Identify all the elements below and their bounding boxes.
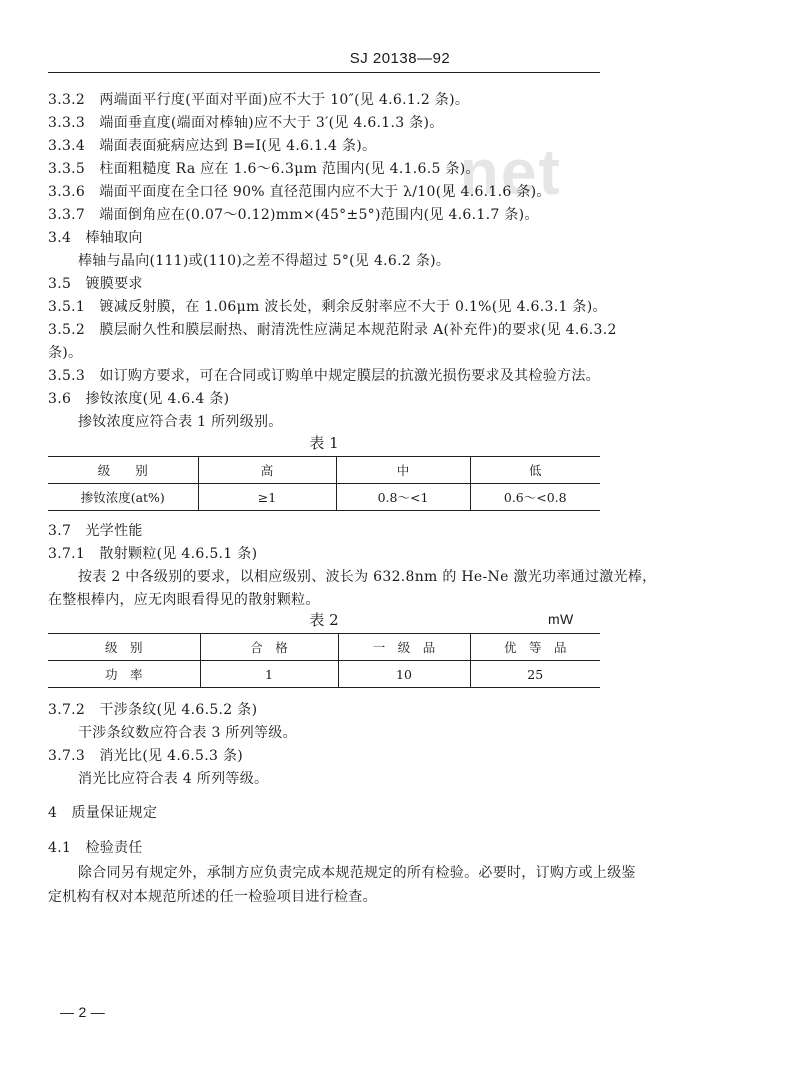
- clause-3-7-1-text-cont: 在整根棒内，应无肉眼看得见的散射颗粒。: [48, 592, 320, 608]
- clause-3-5-2-cont: 条)。: [48, 345, 83, 361]
- section-4-1-heading: 4.1 检验责任: [48, 840, 143, 856]
- section-3-4-heading: 3.4 棒轴取向: [48, 230, 143, 246]
- table-2-cell: 25: [470, 661, 600, 688]
- section-3-5-heading: 3.5 镀膜要求: [48, 276, 143, 292]
- table-1-cell: 0.6～<0.8: [470, 484, 600, 511]
- table-2-caption: 表 2: [309, 611, 339, 629]
- clause-3-3-4: 3.3.4 端面表面疵病应达到 B=Ⅰ(见 4.6.1.4 条)。: [48, 138, 377, 154]
- clause-3-6-text: 掺钕浓度应符合表 1 所列级别。: [78, 414, 283, 430]
- table-2-header-row: [48, 634, 600, 661]
- clause-3-5-1: 3.5.1 镀减反射膜，在 1.06μm 波长处，剩余反射率应不大于 0.1%(见 4.6.3.1 条)。: [48, 299, 607, 315]
- document-code: SJ 20138—92: [349, 50, 451, 67]
- table-1-cell: 0.8～<1: [336, 484, 470, 511]
- section-3-7-heading: 3.7 光学性能: [48, 523, 143, 539]
- clause-3-3-3: 3.3.3 端面垂直度(端面对棒轴)应不大于 3′(见 4.6.1.3 条)。: [48, 115, 444, 131]
- clause-3-3-5: 3.3.5 柱面粗糙度 Ra 应在 1.6～6.3μm 范围内(见 4.1.6.5 条)。: [48, 161, 480, 177]
- page-number: — 2 —: [60, 1004, 106, 1020]
- table-1-caption: 表 1: [309, 434, 339, 452]
- table-2-cell: 10: [338, 661, 470, 688]
- clause-3-3-7: 3.3.7 端面倒角应在(0.07～0.12)mm×(45°±5°)范围内(见 4.6.1.7 条)。: [48, 207, 539, 223]
- clause-3-7-1-text: 按表 2 中各级别的要求，以相应级别、波长为 632.8nm 的 He-Ne 激光功率通过激光棒，: [78, 569, 657, 585]
- clause-4-1-text: 除合同另有规定外，承制方应负责完成本规范规定的所有检验。必要时，订购方或上级鉴: [78, 865, 636, 881]
- clause-3-4-text: 棒轴与晶向(111)或(110)之差不得超过 5°(见 4.6.2 条)。: [78, 253, 451, 269]
- table-1-header: 低: [470, 457, 600, 484]
- clause-3-5-2: 3.5.2 膜层耐久性和膜层耐热、耐清洗性应满足本规范附录 A(补充件)的要求(见 4.6.3.2: [48, 322, 617, 338]
- table-2-cell: 功 率: [48, 661, 200, 688]
- header-rule: [48, 72, 600, 73]
- table-2-header: 一 级 品: [338, 634, 470, 661]
- clause-4-1-text-cont: 定机构有权对本规范所述的任一检验项目进行检查。: [48, 889, 377, 905]
- section-3-6-heading: 3.6 掺钕浓度(见 4.6.4 条): [48, 391, 230, 407]
- table-2-cell: 1: [200, 661, 338, 688]
- table-2: [48, 633, 600, 688]
- table-1: [48, 456, 600, 511]
- clause-3-3-6: 3.3.6 端面平面度在全口径 90% 直径范围内应不大于 λ/10(见 4.6.1.6 条)。: [48, 184, 551, 200]
- section-4-heading: 4 质量保证规定: [48, 805, 158, 821]
- clause-3-7-3: 3.7.3 消光比(见 4.6.5.3 条): [48, 748, 244, 764]
- clause-3-3-2: 3.3.2 两端面平行度(平面对平面)应不大于 10″(见 4.6.1.2 条)。: [48, 92, 470, 108]
- clause-3-7-2: 3.7.2 干涉条纹(见 4.6.5.2 条): [48, 702, 258, 718]
- table-1-header: 中: [336, 457, 470, 484]
- table-2-header: 优 等 品: [470, 634, 600, 661]
- watermark: .net: [440, 136, 562, 208]
- table-1-header-row: [48, 457, 600, 484]
- table-2-row: [48, 661, 600, 688]
- table-1-header: 高: [198, 457, 336, 484]
- clause-3-7-2-text: 干涉条纹数应符合表 3 所列等级。: [78, 725, 297, 741]
- table-1-cell: ≥1: [198, 484, 336, 511]
- table-1-cell: 掺钕浓度(at%): [48, 484, 198, 511]
- table-1-header: 级 别: [48, 457, 198, 484]
- table-2-unit: mW: [548, 611, 574, 627]
- table-1-row: [48, 484, 600, 511]
- clause-3-7-3-text: 消光比应符合表 4 所列等级。: [78, 771, 269, 787]
- table-2-header: 合 格: [200, 634, 338, 661]
- clause-3-7-1: 3.7.1 散射颗粒(见 4.6.5.1 条): [48, 546, 258, 562]
- table-2-header: 级 别: [48, 634, 200, 661]
- clause-3-5-3: 3.5.3 如订购方要求，可在合同或订购单中规定膜层的抗激光损伤要求及其检验方法。: [48, 368, 600, 384]
